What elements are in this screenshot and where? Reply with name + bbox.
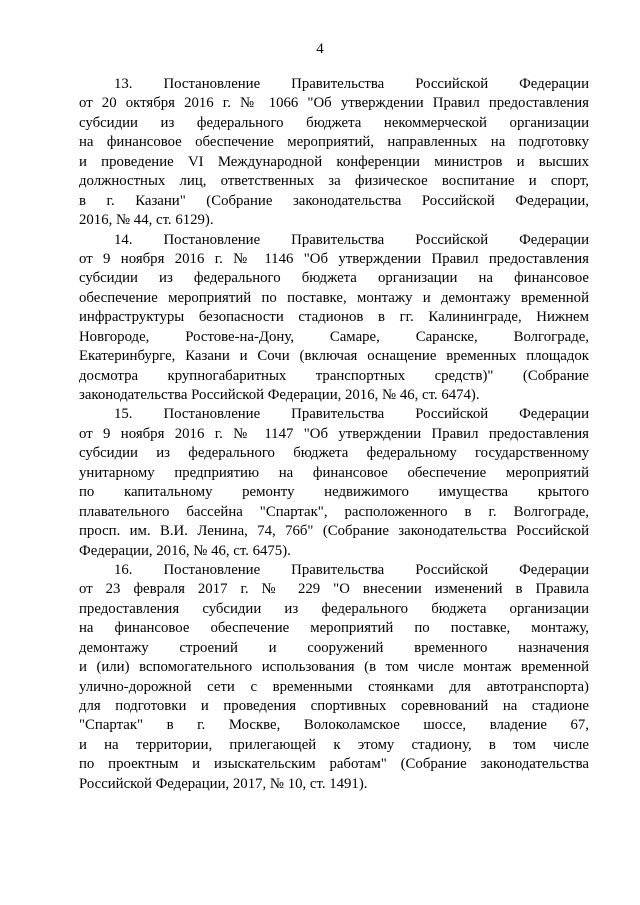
- text-line: от 20 октября 2016 г. № 1066 "Об утверждении Правил предоставления: [79, 95, 589, 112]
- text-line: досмотра крупногабаритных транспортных средств)" (Собрание: [79, 367, 589, 384]
- paragraph-15: [79, 405, 589, 561]
- text-line: Екатеринбурге, Казани и Сочи (включая оснащение временных площадок: [79, 348, 589, 365]
- paragraph-13: [79, 75, 589, 231]
- text-line: плавательного бассейна "Спартак", расположенного в г. Волгограде,: [79, 503, 589, 520]
- text-line: и на территории, прилегающей к этому стадиону, в том числе: [79, 736, 589, 753]
- text-line: 15. Постановление Правительства Российской Федерации: [114, 406, 589, 423]
- text-line: от 23 февраля 2017 г. № 229 "О внесении изменений в Правила: [79, 581, 589, 598]
- paragraph-14: [79, 231, 589, 406]
- text-line: инфраструктуры безопасности стадионов в гг. Калининграде, Нижнем: [79, 309, 589, 326]
- text-line: по проектным и изыскательским работам" (Собрание законодательства: [79, 756, 589, 773]
- text-line: 2016, № 44, ст. 6129).: [79, 212, 214, 229]
- text-line: и (или) вспомогательного использования (в том числе монтаж временной: [79, 659, 589, 676]
- text-line: по капитальному ремонту недвижимого имущества крытого: [79, 484, 589, 501]
- text-line: субсидии из федерального бюджета организации на финансовое: [79, 270, 589, 287]
- text-line: Российской Федерации, 2017, № 10, ст. 1491).: [79, 775, 368, 792]
- text-line: на финансовое обеспечение мероприятий по поставке, монтажу,: [79, 620, 589, 637]
- text-line: законодательства Российской Федерации, 2016, № 46, ст. 6474).: [79, 387, 480, 403]
- text-line: должностных лиц, ответственных за физическое воспитание и спорт,: [79, 173, 589, 190]
- document-body: [79, 75, 589, 794]
- text-line: Федерации, 2016, № 46, ст. 6475).: [79, 542, 291, 559]
- text-line: просп. им. В.И. Ленина, 74, 76б" (Собрание законодательства Российской: [79, 523, 589, 540]
- text-line: Новгороде, Ростове-на-Дону, Самаре, Саранске, Волгограде,: [79, 328, 589, 345]
- text-line: 16. Постановление Правительства Российской Федерации: [114, 561, 589, 578]
- text-line: на финансовое обеспечение мероприятий, направленных на подготовку: [79, 134, 589, 151]
- text-line: предоставления субсидии из федерального бюджета организации: [79, 600, 589, 617]
- text-line: 13. Постановление Правительства Российской Федерации: [114, 76, 589, 92]
- text-line: от 9 ноября 2016 г. № 1147 "Об утверждении Правил предоставления: [79, 425, 589, 442]
- text-line: в г. Казани" (Собрание законодательства Российской Федерации,: [79, 192, 589, 209]
- text-line: для подготовки и проведения спортивных соревнований на стадионе: [79, 698, 589, 714]
- text-line: демонтажу строений и сооружений временного назначения: [79, 639, 589, 656]
- text-line: 14. Постановление Правительства Российской Федерации: [114, 231, 589, 248]
- text-line: обеспечение мероприятий по поставке, монтажу и демонтажу временной: [79, 289, 589, 306]
- page-number: 4: [316, 41, 324, 57]
- text-line: от 9 ноября 2016 г. № 1146 "Об утверждении Правил предоставления: [79, 250, 589, 267]
- text-line: субсидии из федерального бюджета федеральному государственному: [79, 445, 589, 462]
- text-line: унитарному предприятию на финансовое обеспечение мероприятий: [79, 464, 589, 481]
- paragraph-16: [79, 561, 589, 794]
- text-line: и проведение VI Международной конференции министров и высших: [79, 153, 589, 170]
- text-line: "Спартак" в г. Москве, Волоколамское шоссе, владение 67,: [79, 717, 589, 734]
- text-line: субсидии из федерального бюджета некоммерческой организации: [79, 114, 589, 131]
- text-line: улично-дорожной сети с временными стоянками для автотранспорта): [79, 678, 589, 695]
